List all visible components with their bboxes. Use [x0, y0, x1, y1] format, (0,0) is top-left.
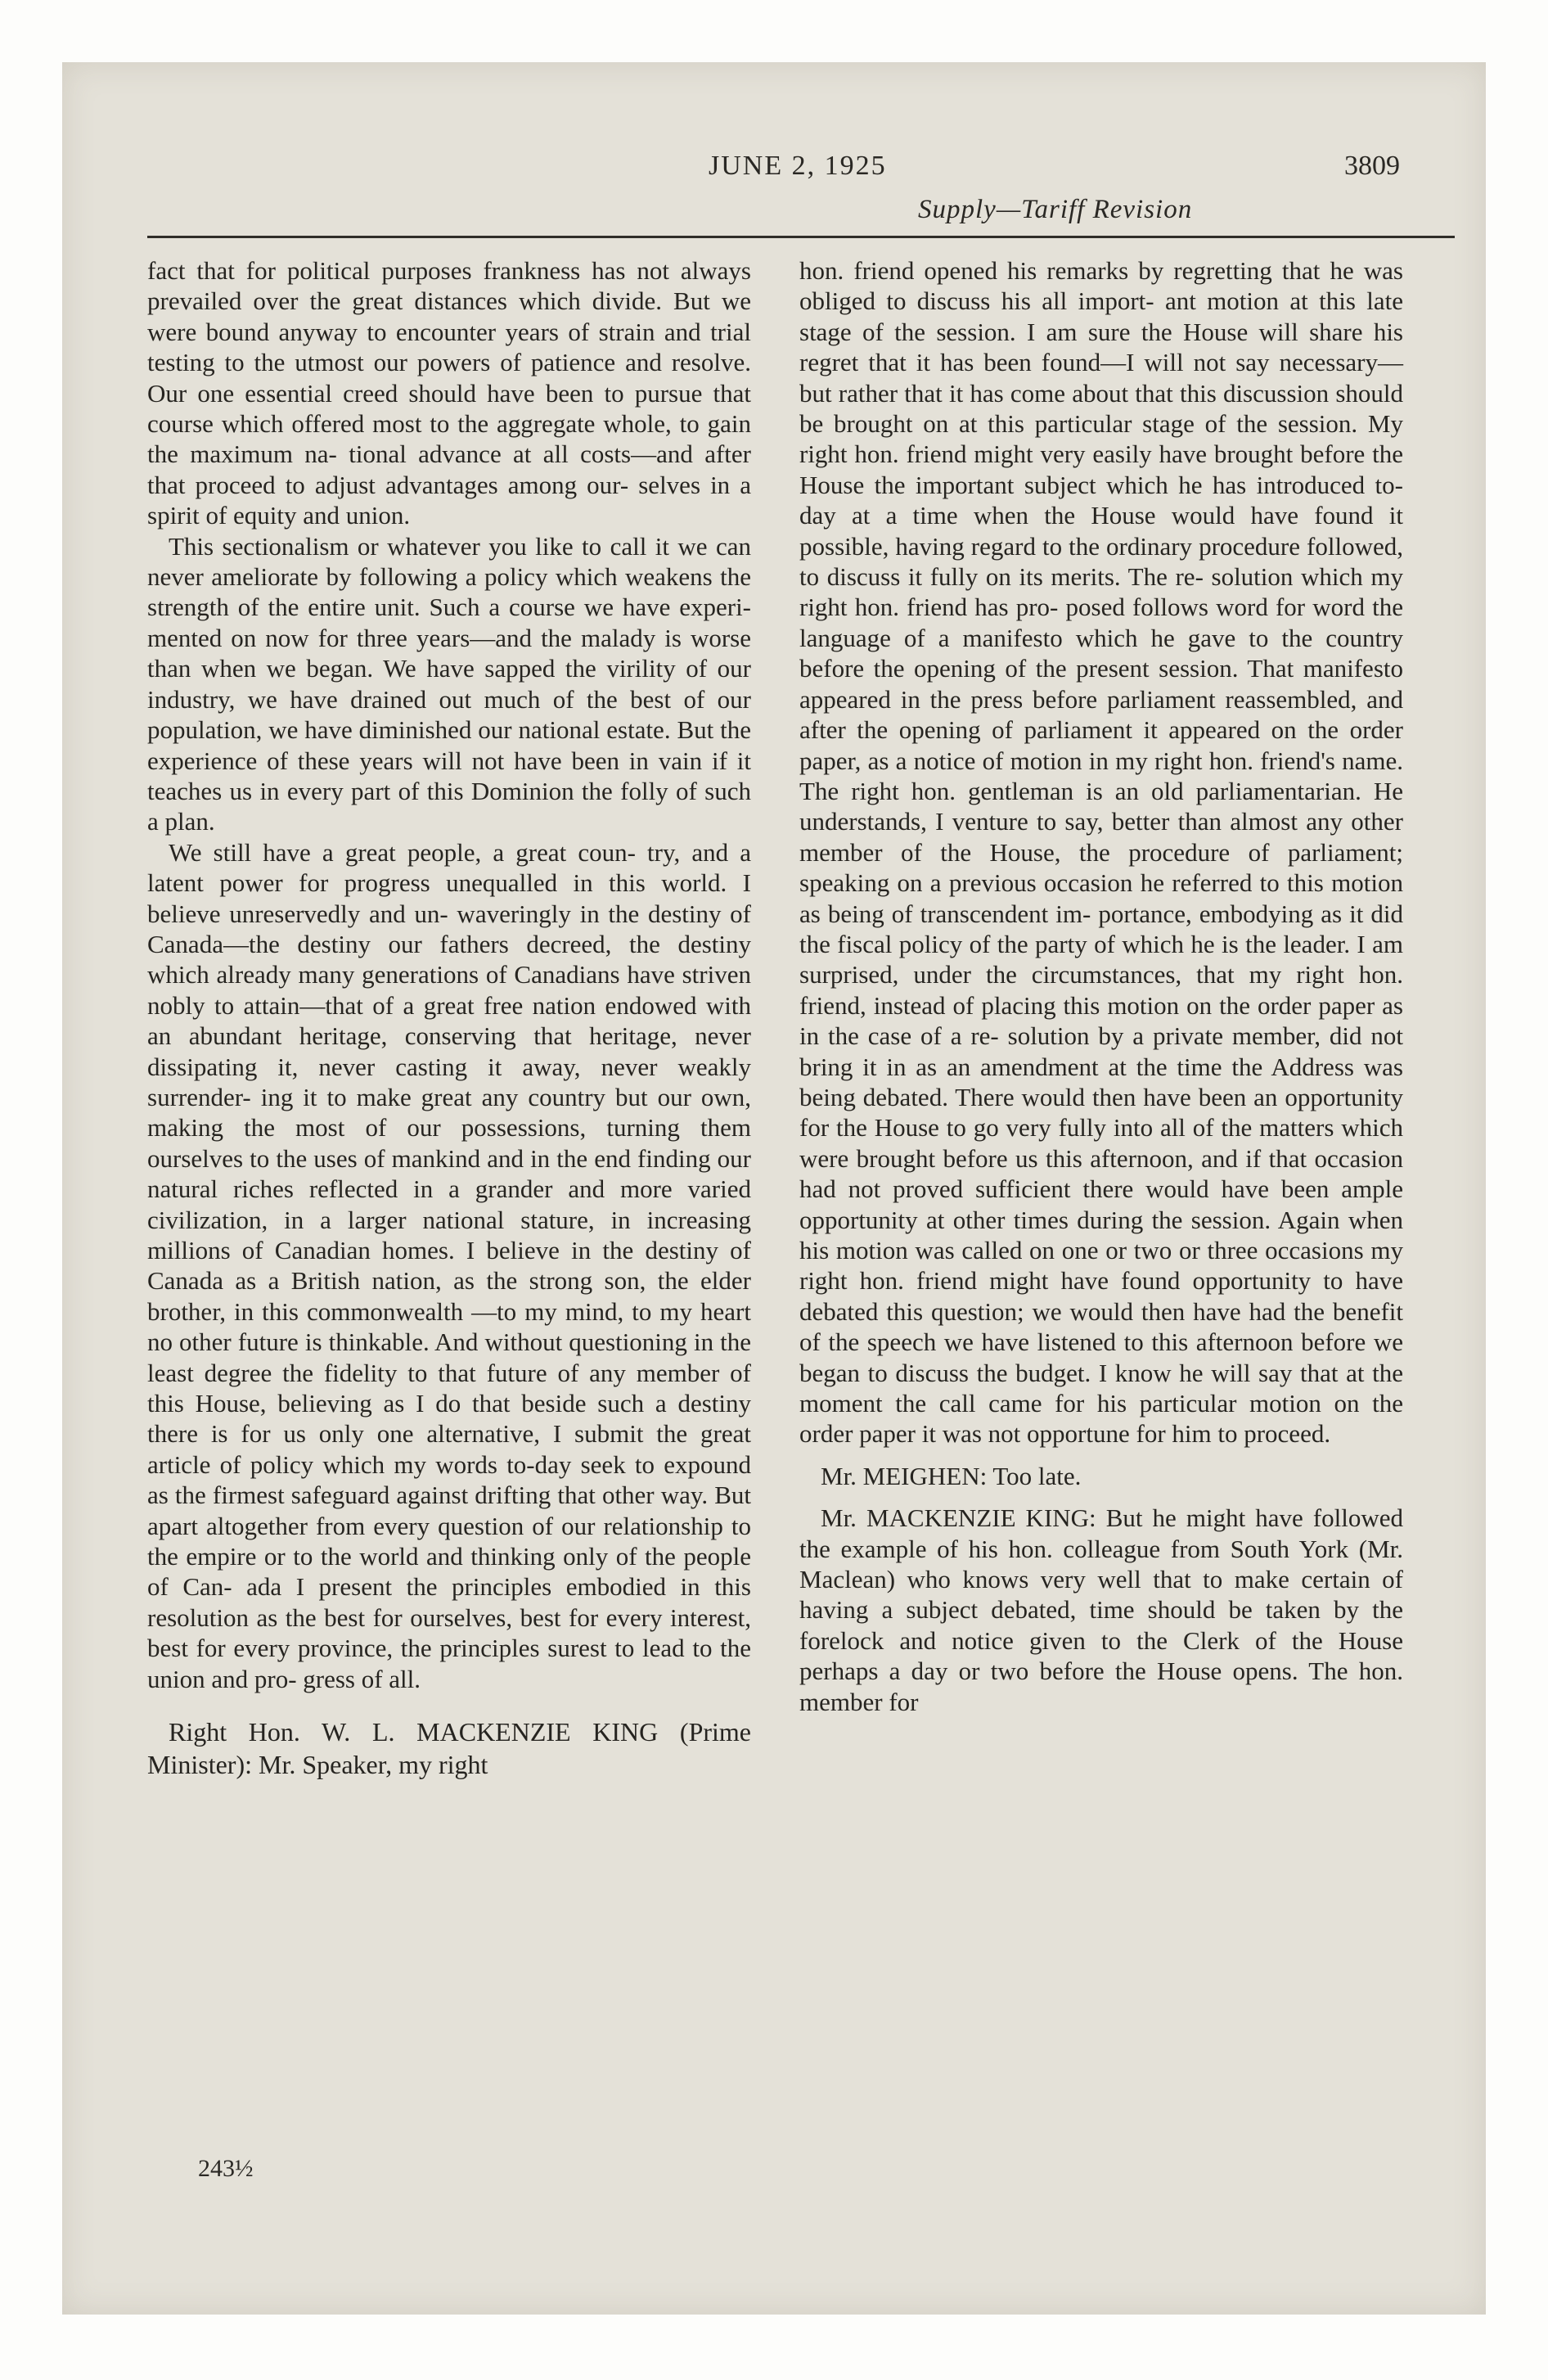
document-page: [62, 62, 1486, 2315]
header-page-number: 3809: [1344, 151, 1400, 181]
header-section-title: Supply—Tariff Revision: [918, 195, 1193, 224]
left-column: [147, 255, 751, 1781]
signature-mark: 243½: [198, 2155, 254, 2182]
page-header: [62, 62, 1486, 242]
header-date: JUNE 2, 1925: [709, 151, 887, 181]
header-rule: [147, 236, 1455, 238]
paragraph: We still have a great people, a great coun- try, and a latent power for progress unequalled in this world. I believe unreservedly and un- waveringly in the destiny of Canada—the destiny our fathers decreed, the destiny which already many generations of Canadians have striven nobly to attain—that of a great free nation endowed with an abundant heritage, conserving that heritage, never dissipating it, never casting it away, never weakly surrender- ing it to make great any country but our own, making the most of our possessions, turning them ourselves to the uses of mankind and in the end finding our natural riches reflected in a grander and more varied civilization, in a larger national stature, in increasing millions of Canadian homes. I believe in the destiny of Canada as a British nation, as the strong son, the elder brother, in this commonwealth —to my mind, to my heart no other future is thinkable. And without questioning in the least degree the fidelity to that future of any member of this House, believing as I do that beside such a destiny there is for us only one alternative, I submit the great article of policy which my words to-day seek to expound as the firmest safeguard against drifting that other way. But apart altogether from every question of our relationship to the empire or to the world and thinking only of the people of Can- ada I present the principles embodied in this resolution as the best for ourselves, best for every interest, best for every province, the principles surest to lead to the union and pro- gress of all.: [147, 837, 751, 1693]
paragraph: fact that for political purposes frankness has not always prevailed over the great distances which divide. But we were bound anyway to encounter years of strain and trial testing to the utmost our powers of patience and resolve. Our one essential creed should have been to pursue that course which offered most to the aggregate whole, to gain the maximum na- tional advance at all costs—and after that proceed to adjust advantages among our- selves in a spirit of equity and union.: [147, 256, 751, 530]
right-column: [799, 255, 1403, 1717]
speaker-paragraph: Right Hon. W. L. MACKENZIE KING (Prime Minister): Mr. Speaker, my right: [147, 1717, 751, 1780]
speaker-paragraph: Mr. MEIGHEN: Too late.: [821, 1461, 1082, 1490]
speaker-paragraph: Mr. MACKENZIE KING: But he might have followed the example of his hon. colleague from South York (Mr. Maclean) who knows very well that to make certain of having a subject debated, time should be taken by the forelock and notice given to the Clerk of the House perhaps a day or two before the House opens. The hon. member for: [799, 1503, 1403, 1716]
paragraph: hon. friend opened his remarks by regretting that he was obliged to discuss his all import- ant motion at this late stage of the session. I am sure the House will share his regret that it has been found—I will not say necessary— but rather that it has come about that this discussion should be brought on at this particular stage of the session. My right hon. friend might very easily have brought before the House the important subject which he has introduced to-day at a time when the House would have found it possible, having regard to the ordinary procedure followed, to discuss it fully on its merits. The re- solution which my right hon. friend has pro- posed follows word for word the language of a manifesto which he gave to the country before the opening of the present session. That manifesto appeared in the press before parliament reassembled, and after the opening of parliament it appeared on the order paper, as a notice of motion in my right hon. friend's name. The right hon. gentleman is an old parliamentarian. He understands, I venture to say, better than almost any other member of the House, the procedure of parliament; speaking on a previous occasion he referred to this motion as being of transcendent im- portance, embodying as it did the fiscal policy of the party of which he is the leader. I am surprised, under the circumstances, that my right hon. friend, instead of placing this motion on the order paper as in the case of a re- solution by a private member, did not bring it in as an amendment at the time the Address was being debated. There would then have been an opportunity for the House to go very fully into all of the matters which were brought before us this afternoon, and if that occasion had not proved sufficient there would have been ample opportunity at other times during the session. Again when his motion was called on one or two or three occasions my right hon. friend might have found opportunity to have debated this question; we would then have had the benefit of the speech we have listened to this afternoon before we began to discuss the budget. I know he will say that at the moment the call came for his particular motion on the order paper it was not opportune for him to proceed.: [799, 256, 1403, 1449]
paragraph: This sectionalism or whatever you like to call it we can never ameliorate by following a policy which weakens the strength of the entire unit. Such a course we have experi- mented on now for three years—and the malady is worse than when we began. We have sapped the virility of our industry, we have drained out much of the best of our population, we have diminished our national estate. But the experience of these years will not have been in vain if it teaches us in every part of this Dominion the folly of such a plan.: [147, 531, 751, 836]
